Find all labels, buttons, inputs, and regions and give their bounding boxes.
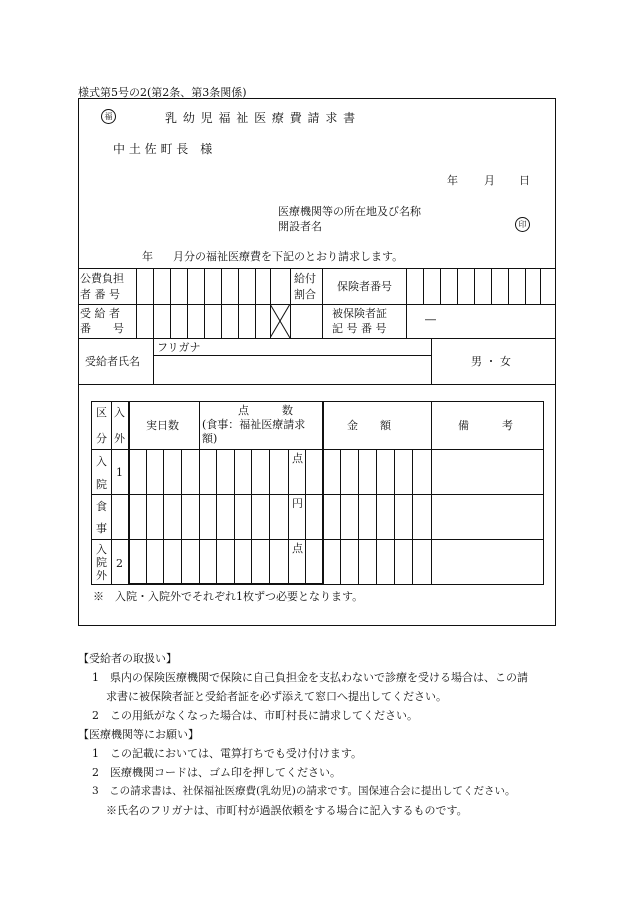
- recipient-number-label-2: 番 号: [80, 322, 124, 335]
- insured-card-label-2: 記 号 番 号: [332, 322, 387, 335]
- points-header-2: (食事：福祉医療請求: [202, 418, 306, 431]
- row2-label-2: 事: [96, 522, 107, 535]
- insured-card-label-1: 被保険者証: [332, 307, 387, 320]
- insured-card-dash: ―: [425, 313, 436, 326]
- detail-footnote: ※ 入院・入院外でそれぞれ1枚ずつ必要となります。: [93, 590, 364, 603]
- category-header-1: 区: [96, 406, 107, 419]
- notes-heading-recipient: 【受給者の取扱い】: [78, 652, 177, 665]
- row1-number: 1: [116, 466, 123, 479]
- claim-year-label: 年: [142, 250, 153, 263]
- date-day-label: 日: [519, 174, 530, 187]
- notes-item-1a: 1 県内の保険医療機関で保険に自己負担金を支払わないで診療を受ける場合は、この請: [92, 671, 528, 684]
- benefit-ratio-label-1: 給付: [294, 272, 316, 285]
- furigana-label: フリガナ: [157, 341, 201, 354]
- insurer-number-label: 保険者番号: [337, 280, 392, 293]
- notes-item-1b: 求書に被保険者証と受給者証を必ず添えて窓口へ提出してください。: [106, 690, 447, 703]
- notes-item-2: 2 この用紙がなくなった場合は、市町村長に請求してください。: [92, 709, 418, 722]
- fuku-seal-icon: 福: [101, 109, 116, 124]
- date-month-label: 月: [484, 174, 495, 187]
- inout-header-2: 外: [114, 432, 125, 445]
- notes-item-6: ※氏名のフリガナは、市町村が過誤依頼をする場合に記入するものです。: [106, 804, 468, 817]
- claim-statement: 月分の福祉医療費を下記のとおり請求します。: [173, 250, 404, 263]
- crossed-box-icon: [270, 304, 290, 338]
- notes-item-3: 1 この記載においては、電算打ちでも受け付けます。: [92, 747, 363, 760]
- recipient-number-label-1: 受 給 者: [80, 307, 120, 320]
- notes-heading-institution: 【医療機関等にお願い】: [78, 728, 199, 741]
- notes-item-5: 3 この請求書は、社保福祉医療費(乳幼児)の請求です。国保連合会に提出してください。: [92, 785, 516, 797]
- row3-unit: 点: [292, 542, 303, 555]
- amount-header: 金 額: [347, 419, 391, 432]
- row2-label-1: 食: [96, 500, 107, 513]
- category-header-2: 分: [96, 432, 107, 445]
- inout-header-1: 入: [114, 406, 125, 419]
- form-number: 様式第5号の2(第2条、第3条関係): [78, 86, 247, 99]
- row3-label-1: 入: [96, 543, 107, 556]
- row1-unit: 点: [292, 452, 303, 465]
- points-header-1: 点 数: [238, 404, 293, 417]
- founder-label: 開設者名: [278, 220, 322, 233]
- payer-number-label-2: 者 番 号: [80, 288, 120, 301]
- gender-label: 男 ・ 女: [471, 355, 511, 368]
- row3-label-2: 院: [96, 556, 107, 569]
- in-seal-icon: 印: [515, 217, 530, 232]
- row3-label-3: 外: [96, 569, 107, 582]
- payer-number-label-1: 公費負担: [80, 272, 124, 285]
- institution-label: 医療機関等の所在地及び名称: [278, 205, 421, 218]
- notes-item-4: 2 医療機関コードは、ゴム印を押してください。: [92, 766, 341, 779]
- points-header-3: 額): [202, 432, 218, 445]
- remarks-header: 備 考: [458, 419, 513, 432]
- row2-unit: 円: [292, 497, 303, 510]
- row1-label-2: 院: [96, 478, 107, 491]
- date-year-label: 年: [447, 174, 458, 187]
- recipient-name-label: 受給者氏名: [85, 355, 140, 368]
- row3-number: 2: [116, 557, 123, 570]
- days-header: 実日数: [146, 419, 179, 432]
- benefit-ratio-label-2: 割合: [294, 288, 316, 301]
- form-title: 乳 幼 児 福 祉 医 療 費 請 求 書: [165, 111, 357, 125]
- recipient-mayor: 中 土 佐 町 長 様: [113, 142, 213, 156]
- row1-label-1: 入: [96, 455, 107, 468]
